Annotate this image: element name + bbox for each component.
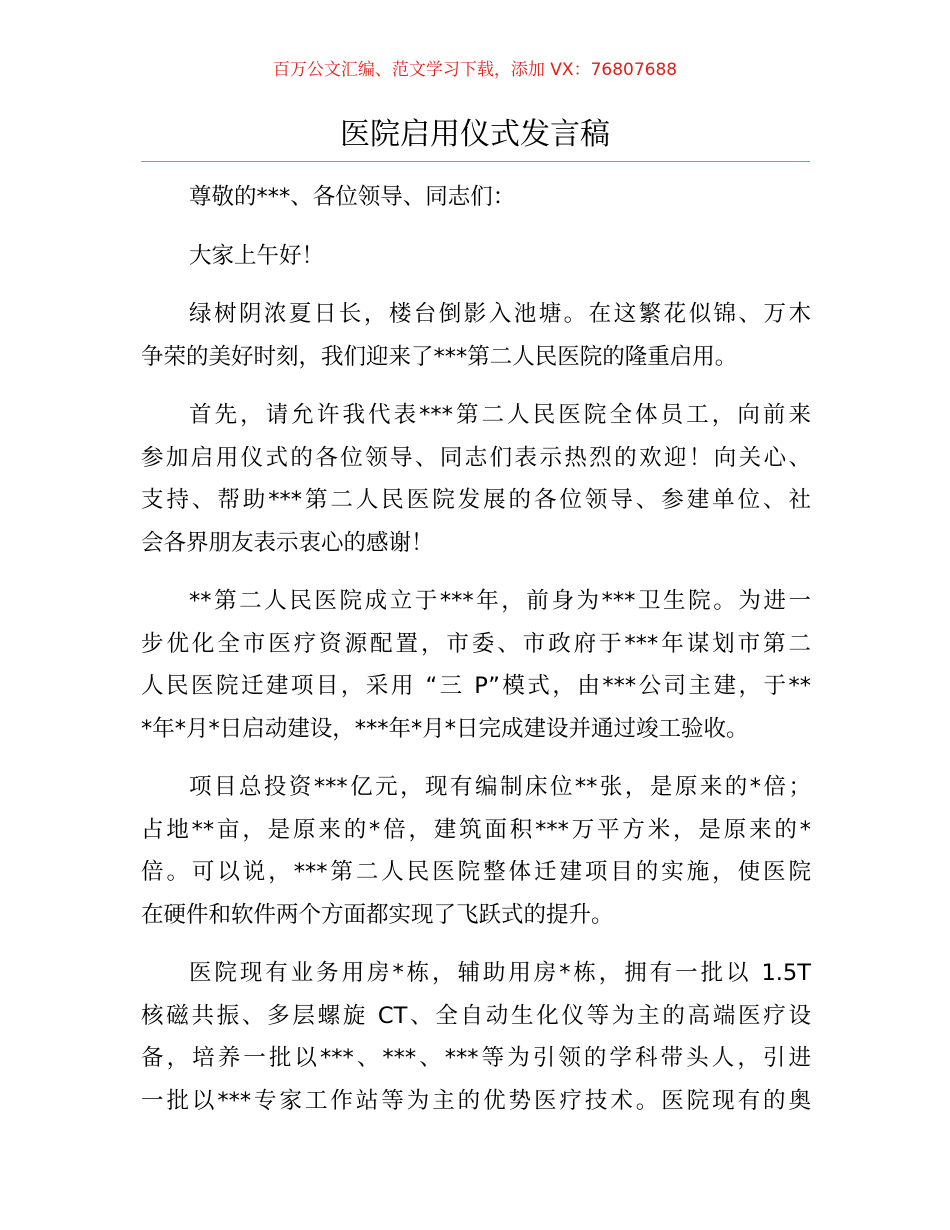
paragraph-history xyxy=(141,580,811,750)
paragraph-facilities xyxy=(141,952,811,1122)
paragraph-line: 备，培养一批以***、***、***等为引领的学科带头人，引进 xyxy=(141,1045,811,1071)
paragraph-greeting xyxy=(141,235,811,278)
paragraph-line: 占地**亩，是原来的*倍，建筑面积***万平方米，是原来的* xyxy=(141,816,811,843)
paragraph-line: 参加启用仪式的各位领导、同志们表示热烈的欢迎！向关心、 xyxy=(141,444,811,471)
paragraph-line: 尊敬的***、各位领导、同志们： xyxy=(189,184,516,210)
paragraph-line: 医院现有业务用房*栋，辅助用房*栋，拥有一批以 1.5T xyxy=(189,960,811,986)
paragraph-line: 项目总投资***亿元，现有编制床位**张，是原来的*倍； xyxy=(189,774,811,800)
paragraph-line: 会各界朋友表示衷心的感谢！ xyxy=(141,529,434,556)
paragraph-line: 一批以***专家工作站等为主的优势医疗技术。医院现有的奥 xyxy=(141,1087,811,1114)
paragraph-line: 在硬件和软件两个方面都实现了飞跃式的提升。 xyxy=(141,901,614,928)
paragraph-line: 绿树阴浓夏日长，楼台倒影入池塘。在这繁花似锦、万木 xyxy=(189,301,811,327)
paragraph-line: 核磁共振、多层螺旋 CT、全自动生化仪等为主的高端医疗设 xyxy=(141,1002,811,1029)
paragraph-salutation xyxy=(141,176,811,219)
paragraph-line: *年*月*日启动建设，***年*月*日完成建设并通过竣工验收。 xyxy=(141,715,749,742)
paragraph-investment xyxy=(141,766,811,936)
document-body xyxy=(141,176,811,1138)
document-title: 医院启用仪式发言稿 xyxy=(340,117,610,152)
paragraph-line: 大家上午好！ xyxy=(189,242,325,269)
header-promo-note: 百万公文汇编、范文学习下载，添加 VX：76807688 xyxy=(272,60,678,80)
paragraph-thanks xyxy=(141,394,811,564)
paragraph-line: 倍。可以说，***第二人民医院整体迁建项目的实施，使医院 xyxy=(141,859,811,885)
paragraph-line: 争荣的美好时刻，我们迎来了***第二人民医院的隆重启用。 xyxy=(141,343,738,370)
paragraph-line: 首先，请允许我代表***第二人民医院全体员工，向前来 xyxy=(189,402,811,428)
paragraph-line: **第二人民医院成立于***年，前身为***卫生院。为进一 xyxy=(189,588,811,614)
title-divider xyxy=(141,161,810,162)
paragraph-line: 步优化全市医疗资源配置，市委、市政府于***年谋划市第二 xyxy=(141,630,811,657)
paragraph-line: 支持、帮助***第二人民医院发展的各位领导、参建单位、社 xyxy=(141,487,811,513)
paragraph-line: 人民医院迁建项目，采用 “三 P”模式，由***公司主建，于** xyxy=(141,673,811,699)
paragraph-opening xyxy=(141,293,811,378)
